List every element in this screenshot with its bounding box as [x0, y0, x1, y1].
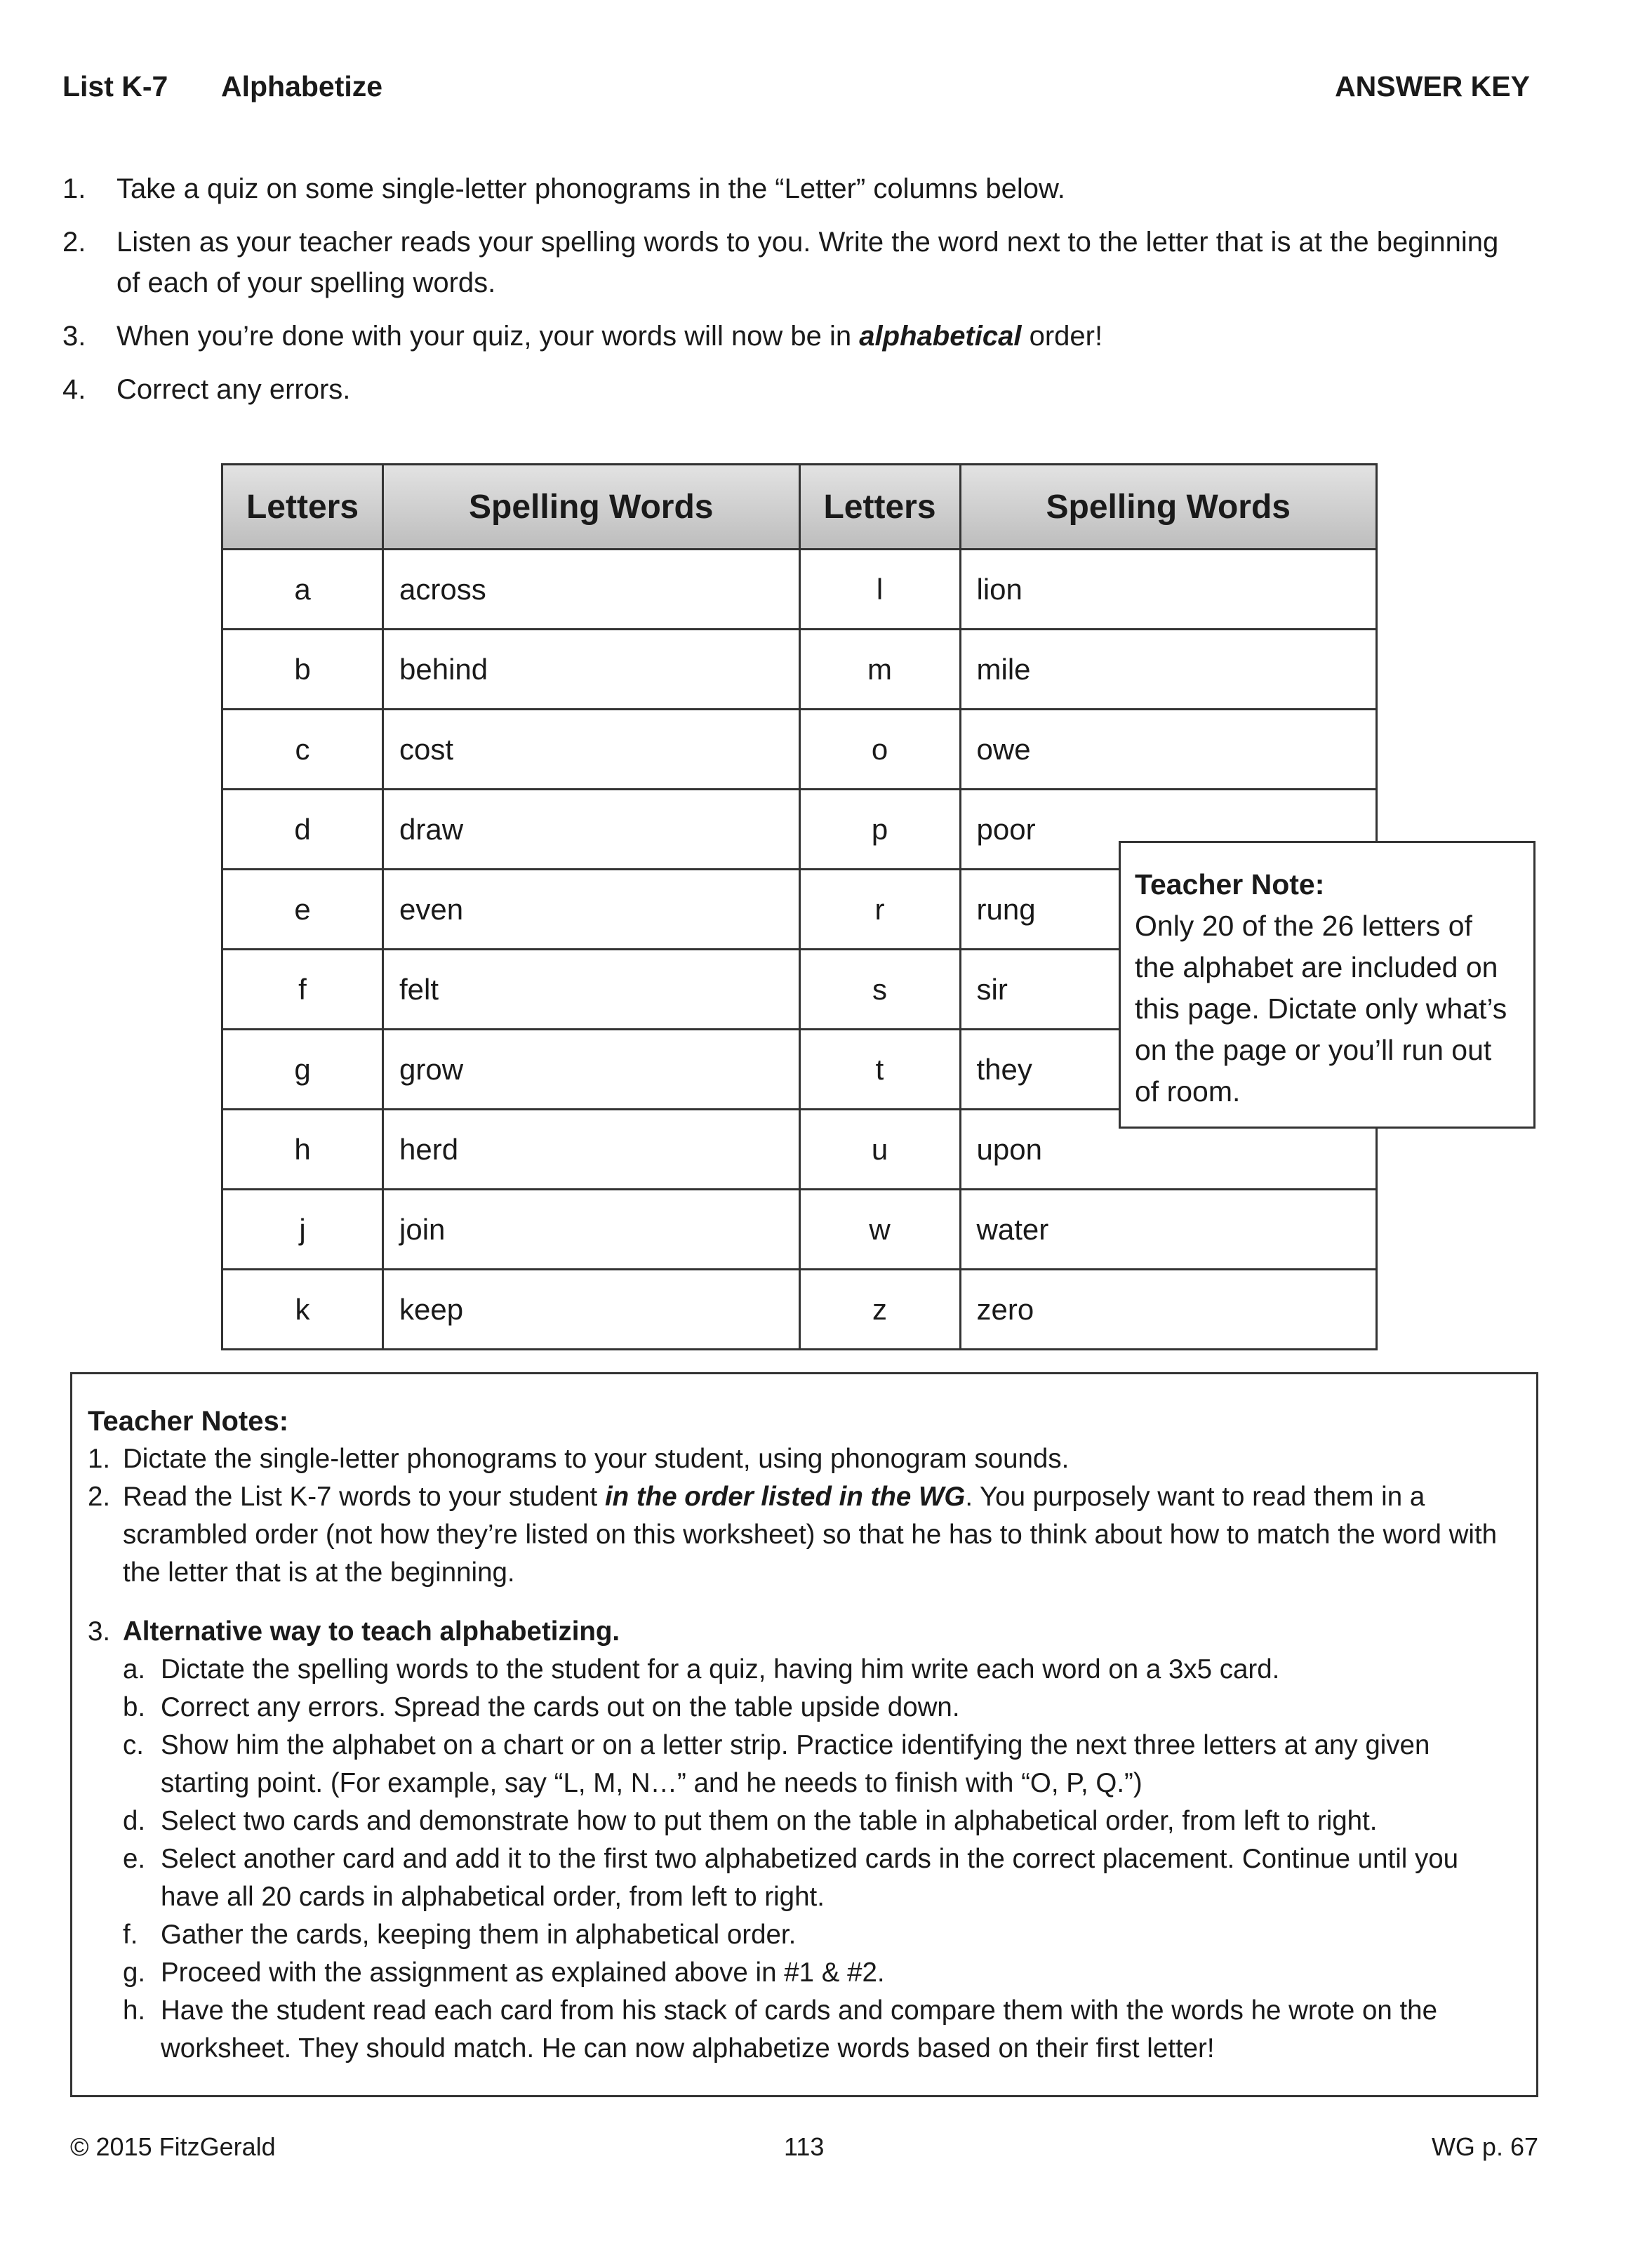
- item-text: Dictate the spelling words to the student for a quiz, having him write each word on a 3x5 card.: [161, 1654, 1280, 1684]
- note-item: [88, 1440, 1522, 1478]
- letter-cell: m: [799, 630, 960, 710]
- item-text: Correct any errors. Spread the cards out on the table upside down.: [161, 1692, 960, 1722]
- table-row: [222, 710, 1377, 790]
- word-cell: draw: [383, 790, 800, 870]
- teacher-note-text: Only 20 of the 26 letters of the alphabet are included on this page. Dictate only what’s on the page or you’ll run out of room.: [1135, 910, 1507, 1108]
- word-cell: across: [383, 550, 800, 630]
- item-number: 2.: [88, 1482, 111, 1512]
- note-subitem: [88, 1727, 1522, 1802]
- note-subitem: [88, 1840, 1522, 1916]
- item-letter: h.: [123, 1995, 146, 2026]
- emphasis-text: alphabetical: [859, 321, 1022, 352]
- word-cell: rung: [960, 870, 1377, 950]
- note-subitem: [88, 1916, 1522, 1954]
- item-number: 1.: [62, 173, 86, 204]
- letter-cell: r: [799, 870, 960, 950]
- word-cell: they: [960, 1030, 1377, 1110]
- word-cell: poor: [960, 790, 1377, 870]
- word-cell: behind: [383, 630, 800, 710]
- teacher-note-box: [1119, 841, 1536, 1129]
- table-row: [222, 1190, 1377, 1270]
- letter-cell: j: [222, 1190, 383, 1270]
- note-subitem: [88, 1992, 1522, 2068]
- letter-cell: w: [799, 1190, 960, 1270]
- letter-cell: b: [222, 630, 383, 710]
- item-letter: c.: [123, 1730, 144, 1760]
- item-text: order!: [1021, 321, 1103, 352]
- word-cell: mile: [960, 630, 1377, 710]
- item-letter: d.: [123, 1806, 146, 1836]
- copyright: © 2015 FitzGerald: [70, 2132, 276, 2161]
- instruction-item: [62, 168, 1522, 209]
- word-cell: join: [383, 1190, 800, 1270]
- item-text: Take a quiz on some single-letter phonograms in the “Letter” columns below.: [116, 173, 1065, 204]
- item-text: Select two cards and demonstrate how to put them on the table in alphabetical order, from left to right.: [161, 1806, 1378, 1836]
- letter-cell: l: [799, 550, 960, 630]
- word-cell: owe: [960, 710, 1377, 790]
- emphasis-text: in the order listed in the WG: [604, 1482, 966, 1512]
- teacher-notes-title: Teacher Notes:: [88, 1406, 289, 1437]
- item-text: Select another card and add it to the first two alphabetized cards in the correct placement. Continue until you have all 20 cards in alphabetical order, from left to right.: [161, 1844, 1459, 1912]
- word-cell: even: [383, 870, 800, 950]
- answer-key-label: ANSWER KEY: [1335, 70, 1530, 102]
- word-cell: herd: [383, 1110, 800, 1190]
- letter-cell: h: [222, 1110, 383, 1190]
- teacher-note-title: Teacher Note:: [1135, 868, 1325, 901]
- item-number: 2.: [62, 227, 86, 258]
- note-subitem: [88, 1802, 1522, 1840]
- letter-cell: c: [222, 710, 383, 790]
- item-number: 3.: [88, 1616, 111, 1647]
- workbook-reference: WG p. 67: [1431, 2132, 1538, 2161]
- item-number: 1.: [88, 1444, 111, 1474]
- instructions-list: [62, 168, 1522, 423]
- letter-cell: p: [799, 790, 960, 870]
- table-row: [222, 550, 1377, 630]
- item-text: Listen as your teacher reads your spelling words to you. Write the word next to the letter that is at the beginning of each of your spelling words.: [116, 227, 1499, 298]
- page-number: 113: [784, 2132, 825, 2161]
- instruction-item: [62, 369, 1522, 410]
- item-letter: g.: [123, 1958, 146, 1988]
- item-letter: e.: [123, 1844, 146, 1874]
- item-text: Gather the cards, keeping them in alphabetical order.: [161, 1920, 797, 1950]
- letter-cell: a: [222, 550, 383, 630]
- letter-cell: e: [222, 870, 383, 950]
- note-subitem: [88, 1651, 1522, 1689]
- column-header: Spelling Words: [960, 465, 1377, 550]
- word-cell: cost: [383, 710, 800, 790]
- item-text: Read the List K-7 words to your student: [123, 1482, 605, 1512]
- item-text: Correct any errors.: [116, 374, 351, 405]
- letter-cell: o: [799, 710, 960, 790]
- column-header: Letters: [799, 465, 960, 550]
- note-item: [88, 1613, 1522, 1651]
- item-text: When you’re done with your quiz, your words will now be in: [116, 321, 860, 352]
- table-header: [222, 465, 1377, 550]
- note-subitem: [88, 1954, 1522, 1992]
- instruction-item: [62, 316, 1522, 357]
- note-subitem: [88, 1689, 1522, 1727]
- letter-cell: t: [799, 1030, 960, 1110]
- word-cell: lion: [960, 550, 1377, 630]
- item-text: Proceed with the assignment as explained above in #1 & #2.: [161, 1958, 885, 1988]
- word-cell: water: [960, 1190, 1377, 1270]
- letter-cell: k: [222, 1270, 383, 1350]
- list-number: List K-7: [62, 70, 168, 102]
- instruction-item: [62, 222, 1522, 303]
- column-header: Letters: [222, 465, 383, 550]
- letter-cell: f: [222, 950, 383, 1030]
- letter-cell: g: [222, 1030, 383, 1110]
- word-cell: felt: [383, 950, 800, 1030]
- item-text: Have the student read each card from his stack of cards and compare them with the words he wrote on the worksheet. They should match. He can now alphabetize words based on their first letter!: [161, 1995, 1437, 2064]
- letter-cell: u: [799, 1110, 960, 1190]
- column-header: Spelling Words: [383, 465, 800, 550]
- item-text: Show him the alphabet on a chart or on a letter strip. Practice identifying the next three letters at any given starting point. (For example, say “L, M, N…” and he needs to finish with “O, P, Q.”): [161, 1730, 1430, 1798]
- letter-cell: d: [222, 790, 383, 870]
- letter-cell: z: [799, 1270, 960, 1350]
- item-text: Dictate the single-letter phonograms to your student, using phonogram sounds.: [123, 1444, 1070, 1474]
- letter-cell: s: [799, 950, 960, 1030]
- item-text: . You purposely want to read them in a scrambled order (not how they’re listed on this worksheet) so that he has to think about how to match the word with the letter that is at the beginning.: [123, 1482, 1498, 1588]
- word-cell: upon: [960, 1110, 1377, 1190]
- item-number: 4.: [62, 374, 86, 405]
- item-number: 3.: [62, 321, 86, 352]
- item-letter: a.: [123, 1654, 146, 1684]
- page-title: Alphabetize: [221, 70, 383, 102]
- item-letter: b.: [123, 1692, 146, 1722]
- word-cell: sir: [960, 950, 1377, 1030]
- word-cell: keep: [383, 1270, 800, 1350]
- table-row: [222, 630, 1377, 710]
- item-letter: f.: [123, 1920, 138, 1950]
- word-cell: grow: [383, 1030, 800, 1110]
- table-row: [222, 1270, 1377, 1350]
- teacher-notes-box: [70, 1372, 1538, 2097]
- note-item: [88, 1478, 1522, 1592]
- word-cell: zero: [960, 1270, 1377, 1350]
- item-text: Alternative way to teach alphabetizing.: [123, 1616, 620, 1647]
